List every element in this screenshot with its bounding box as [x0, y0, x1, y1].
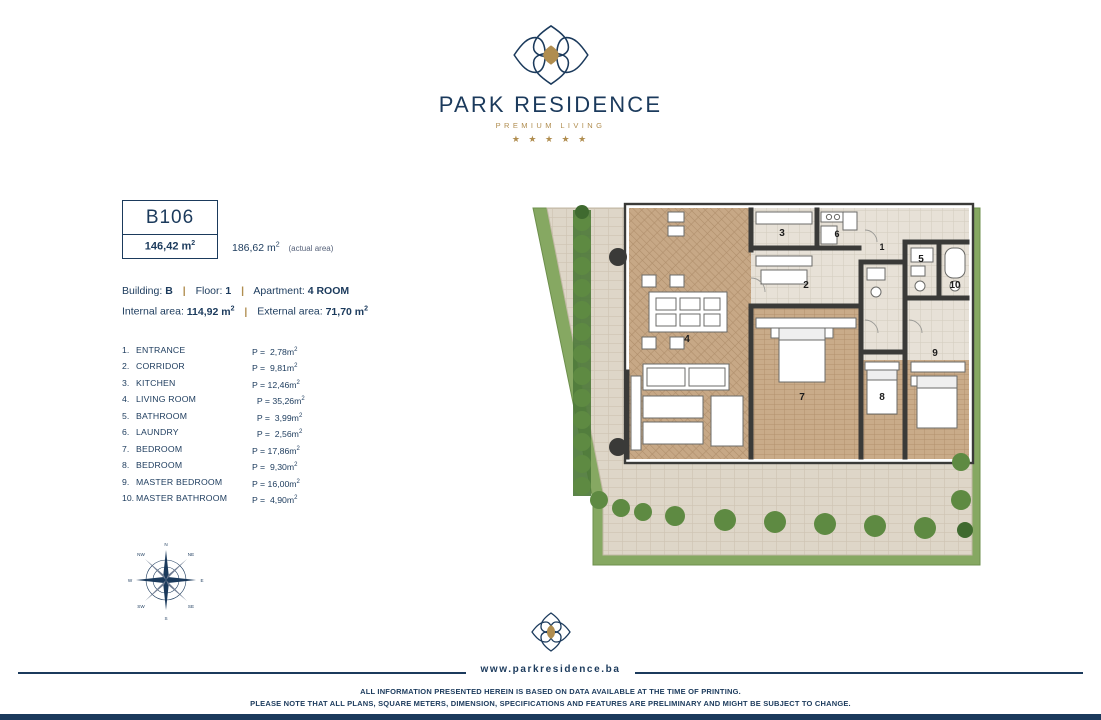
- unit-info-panel: [122, 200, 452, 508]
- unit-actual-area-row: [122, 242, 452, 255]
- floor-value: 1: [225, 285, 232, 298]
- compass-northwest: NW: [137, 552, 145, 557]
- legend-value: [252, 442, 322, 458]
- legend-value-text: P = 9,81m: [252, 363, 295, 374]
- legend-value-sup: 2: [294, 495, 298, 502]
- compass-southwest: SW: [137, 604, 145, 609]
- unit-actual-area-value: 186,62 m: [232, 242, 276, 255]
- legend-value-text: P = 16,00m: [252, 478, 297, 489]
- unit-box-divider: [123, 234, 217, 235]
- room-number-9: 9: [932, 348, 938, 359]
- compass-east: E: [200, 578, 204, 583]
- unit-total-area-sup: 2: [191, 240, 196, 247]
- compass-southeast: SE: [187, 604, 195, 609]
- legend-value-sup: 2: [296, 478, 300, 485]
- legend-value-sup: 2: [301, 396, 305, 403]
- legend-value: [252, 392, 322, 408]
- list-item: [122, 491, 452, 507]
- legend-value-text: P = 12,46m: [252, 379, 297, 390]
- list-item: [122, 376, 452, 392]
- compass-south: S: [164, 616, 168, 621]
- external-area-label: External area:: [257, 305, 323, 318]
- brand-name: PARK RESIDENCE: [438, 92, 663, 117]
- meta-separator-3: |: [244, 305, 248, 318]
- footer-disclaimer-line-1: ALL INFORMATION PRESENTED HEREIN IS BASED ON DATA AVAILABLE AT THE TIME OF PRINTING.: [360, 687, 741, 696]
- unit-meta-row-2: [122, 300, 452, 321]
- legend-index: 8.: [122, 460, 130, 471]
- legend-index: 3.: [122, 377, 130, 388]
- room-number-8: 8: [879, 392, 885, 403]
- legend-value-sup: 2: [298, 412, 303, 419]
- legend-value-text: P = 35,26m: [252, 396, 302, 406]
- external-area-number: 71,70 m: [325, 305, 365, 318]
- legend-label: ENTRANCE: [136, 344, 186, 355]
- footer-url-rule: [0, 660, 1101, 686]
- apartment-value: 4 ROOM: [307, 285, 350, 298]
- meta-separator-2: |: [241, 285, 245, 298]
- external-area-sup: 2: [364, 305, 369, 313]
- page-header: [0, 24, 1101, 145]
- legend-label: BEDROOM: [136, 443, 183, 454]
- legend-value-text: P = 4,90m: [252, 494, 295, 505]
- compass-rose-icon: [122, 534, 210, 622]
- legend-label: KITCHEN: [136, 377, 176, 388]
- internal-area-value: [187, 306, 235, 318]
- legend-value-text: P = 17,86m: [252, 445, 297, 456]
- list-item: [122, 458, 452, 474]
- legend-value: [252, 359, 322, 375]
- legend-value-sup: 2: [294, 346, 298, 353]
- legend-label: BEDROOM: [136, 460, 183, 471]
- page-footer: [0, 610, 1101, 720]
- building-label: Building:: [122, 285, 163, 298]
- legend-value-text: P = 9,30m: [252, 461, 295, 472]
- building-value: B: [165, 285, 173, 298]
- legend-index: 10.: [122, 493, 135, 504]
- brand-tagline: PREMIUM LIVING: [495, 121, 606, 130]
- unit-total-area-value: 146,42 m: [144, 240, 192, 253]
- room-number-10: 10: [949, 280, 961, 291]
- unit-meta: [122, 282, 452, 321]
- footer-mark: [0, 610, 1101, 654]
- legend-label: MASTER BATHROOM: [136, 493, 228, 504]
- legend-value-sup: 2: [294, 462, 298, 469]
- list-item: [122, 359, 452, 375]
- legend-value-sup: 2: [296, 379, 300, 386]
- list-item: [122, 442, 452, 458]
- legend-value: [252, 376, 322, 392]
- footer-website-url[interactable]: www.parkresidence.ba: [480, 664, 621, 675]
- legend-index: 1.: [122, 344, 130, 355]
- quatrefoil-footer-icon: [529, 610, 573, 654]
- legend-index: 2.: [122, 361, 130, 372]
- legend-value: [252, 409, 322, 425]
- brand-stars: ★ ★ ★ ★ ★: [511, 134, 590, 144]
- legend-label: MASTER BEDROOM: [136, 476, 223, 487]
- legend-index: 7.: [122, 443, 130, 454]
- legend-index: 9.: [122, 476, 130, 487]
- legend-value: [252, 343, 322, 359]
- apartment-label: Apartment:: [253, 285, 305, 298]
- room-number-5: 5: [918, 254, 924, 265]
- legend-index: 4.: [122, 394, 130, 405]
- list-item: [122, 343, 452, 359]
- room-number-2: 2: [803, 280, 809, 291]
- unit-actual-area-sup: 2: [275, 241, 280, 249]
- unit-meta-row-1: [122, 282, 452, 300]
- internal-area-number: 114,92 m: [186, 305, 231, 318]
- room-number-7: 7: [799, 392, 805, 403]
- unit-actual-area-note: (actual area): [288, 244, 334, 254]
- legend-value-text: P = 2,78m: [252, 346, 295, 357]
- unit-code: B106: [145, 207, 195, 228]
- legend-value-sup: 2: [296, 445, 300, 452]
- footer-accent-bar: [0, 714, 1101, 720]
- compass-west: W: [127, 578, 133, 583]
- legend-value: [252, 425, 322, 441]
- legend-value: [252, 491, 322, 507]
- room-number-3: 3: [779, 228, 785, 239]
- legend-index: 5.: [122, 410, 130, 421]
- room-number-6: 6: [834, 229, 840, 239]
- legend-index: 6.: [122, 427, 130, 438]
- list-item: [122, 425, 452, 441]
- legend-label: CORRIDOR: [136, 361, 185, 372]
- room-number-4: 4: [684, 334, 690, 345]
- room-number-1: 1: [879, 242, 885, 252]
- list-item: [122, 409, 452, 425]
- external-area-value: [326, 306, 368, 318]
- list-item: [122, 475, 452, 491]
- internal-area-label: Internal area:: [122, 305, 184, 318]
- legend-value: [252, 458, 322, 474]
- compass-northeast: NE: [187, 552, 195, 557]
- floor-label: Floor:: [195, 285, 223, 298]
- unit-actual-area: [232, 242, 280, 254]
- legend-value-text: P = 2,56m: [252, 428, 299, 439]
- legend-label: LIVING ROOM: [136, 394, 197, 405]
- floor-plan: [525, 200, 987, 575]
- room-legend: [122, 343, 452, 508]
- internal-area-sup: 2: [230, 305, 235, 313]
- legend-value-sup: 2: [298, 429, 303, 436]
- legend-value-sup: 2: [294, 363, 298, 370]
- footer-disclaimer-line-2: PLEASE NOTE THAT ALL PLANS, SQUARE METERS, DIMENSION, SPECIFICATIONS AND FEATURES ARE PRELIMINARY AND MIGHT BE SUBJECT TO CHANGE.: [250, 699, 851, 708]
- legend-label: BATHROOM: [136, 410, 188, 421]
- legend-value: [252, 475, 322, 491]
- list-item: [122, 392, 452, 408]
- legend-value-text: P = 3,99m: [252, 412, 299, 423]
- legend-label: LAUNDRY: [136, 427, 179, 438]
- quatrefoil-logo-icon: [512, 24, 590, 86]
- compass-north: N: [164, 542, 168, 547]
- meta-separator-1: |: [182, 285, 186, 298]
